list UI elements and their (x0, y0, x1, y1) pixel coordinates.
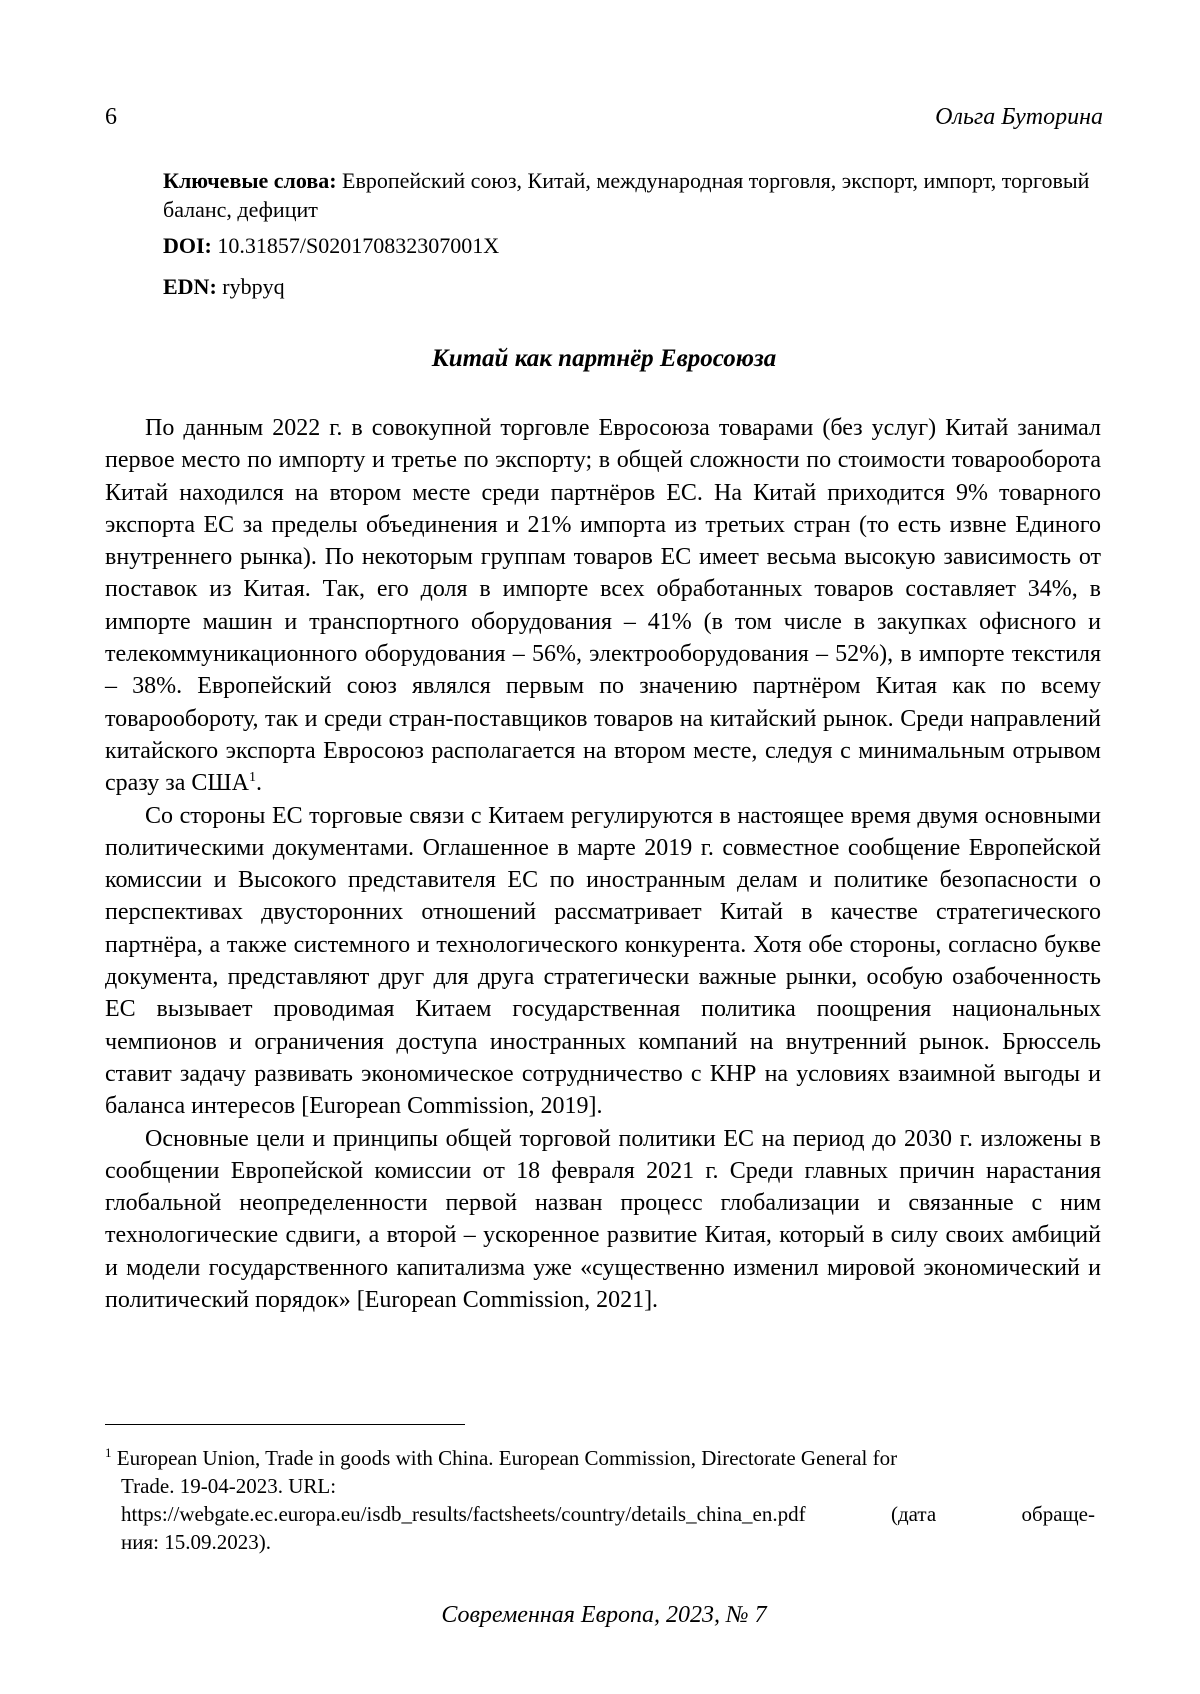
paragraph-1 (105, 412, 1101, 800)
journal-footer: Современная Европа, 2023, № 7 (441, 1602, 767, 1628)
doi-label: DOI: (163, 233, 212, 258)
footnote (105, 1444, 1095, 1556)
body-text (105, 412, 1101, 1316)
footnote-line-2: Trade. 19-04-2023. URL: (121, 1474, 337, 1498)
footnote-mark: 1 (105, 1445, 112, 1460)
paragraph-2: Со стороны ЕС торговые связи с Китаем регулируются в настоящее время двумя основными политическими документами. Оглашенное в марте 2019 г. совместное сообщение Европейской комиссии и Высокого представителя ЕС по иностранным делам и политике безопасности о перспективах двусторонних отношений рассматривает Китай в качестве стратегического партнёра, а также системного и технологического конкурента. Хотя обе стороны, согласно букве документа, представляют друг для друга стратегически важные рынки, особую озабоченность ЕС вызывает проводимая Китаем государственная политика поощрения национальных чемпионов и ограничения доступа иностранных компаний на внутренний рынок. Брюссель ставит задачу развивать экономическое сотрудничество с КНР на условиях взаимной выгоды и баланса интересов [European Commission, 2019]. (105, 802, 1101, 1120)
footnote-line-4: ния: 15.09.2023). (121, 1530, 271, 1554)
doi-block (163, 231, 1098, 260)
keywords-block (163, 166, 1098, 224)
doi-value: 10.31857/S020170832307001X (211, 233, 500, 258)
paragraph-3: Основные цели и принципы общей торговой политики ЕС на период до 2030 г. изложены в сообщении Европейской комиссии от 18 февраля 2021 г. Среди главных причин нарастания глобальной неопределенности первой назван процесс глобализации и связанные с ним технологические сдвиги, а второй – ускоренное развитие Китая, который в силу своих амбиций и модели государственного капитализма уже «существенно изменил мировой экономический и политический порядок» [European Commission, 2021]. (105, 1125, 1101, 1314)
edn-label: EDN: (163, 274, 217, 299)
edn-block (163, 272, 1098, 301)
keywords-label: Ключевые слова: (163, 168, 337, 193)
paragraph-1-text: По данным 2022 г. в совокупной торговле Евросоюза товарами (без услуг) Китай занимал первое место по импорту и третье по экспорту; в общей сложности по стоимости товарооборота Китай находился на втором месте среди партнёров ЕС. На Китай приходится 9% товарного экспорта ЕС за пределы объединения и 21% импорта из третьих стран (то есть извне Единого внутреннего рынка). По некоторым группам товаров ЕС имеет весьма высокую зависимость от поставок из Китая. Так, его доля в импорте всех обработанных товаров составляет 34%, в импорте машин и транспортного оборудования – 41% (в том числе в закупках офисного и телекоммуникационного оборудования – 56%, электрооборудования – 52%), в импорте текстиля – 38%. Европейский союз являлся первым по значению партнёром Китая как по всему товарообороту, так и среди стран-поставщиков товаров на китайский рынок. Среди направлений китайского экспорта Евросоюз располагается на втором месте, следуя с минимальным отрывом сразу за США (105, 415, 1101, 797)
edn-value: rybpyq (216, 274, 285, 299)
footnote-url-line[interactable]: https://webgate.ec.europa.eu/isdb_results/factsheets/country/details_china_en.pdf (дата обраще- (121, 1502, 1095, 1526)
footnote-line-1-text: European Union, Trade in goods with China. European Commission, Directorate General for (111, 1446, 898, 1470)
running-head (105, 104, 1103, 136)
footnote-divider (105, 1424, 465, 1425)
paragraph-1-end: . (255, 770, 262, 797)
footnote-reference: 1 (248, 770, 256, 786)
running-head-author: Ольга Буторина (935, 104, 1103, 130)
footnote-line-1 (105, 1444, 1095, 1472)
keywords-text: Европейский союз, Китай, международная торговля, экспорт, импорт, торговый баланс, дефицит (163, 168, 1090, 222)
section-title: Китай как партнёр Евросоюза (431, 345, 777, 372)
page-number: 6 (105, 104, 117, 130)
